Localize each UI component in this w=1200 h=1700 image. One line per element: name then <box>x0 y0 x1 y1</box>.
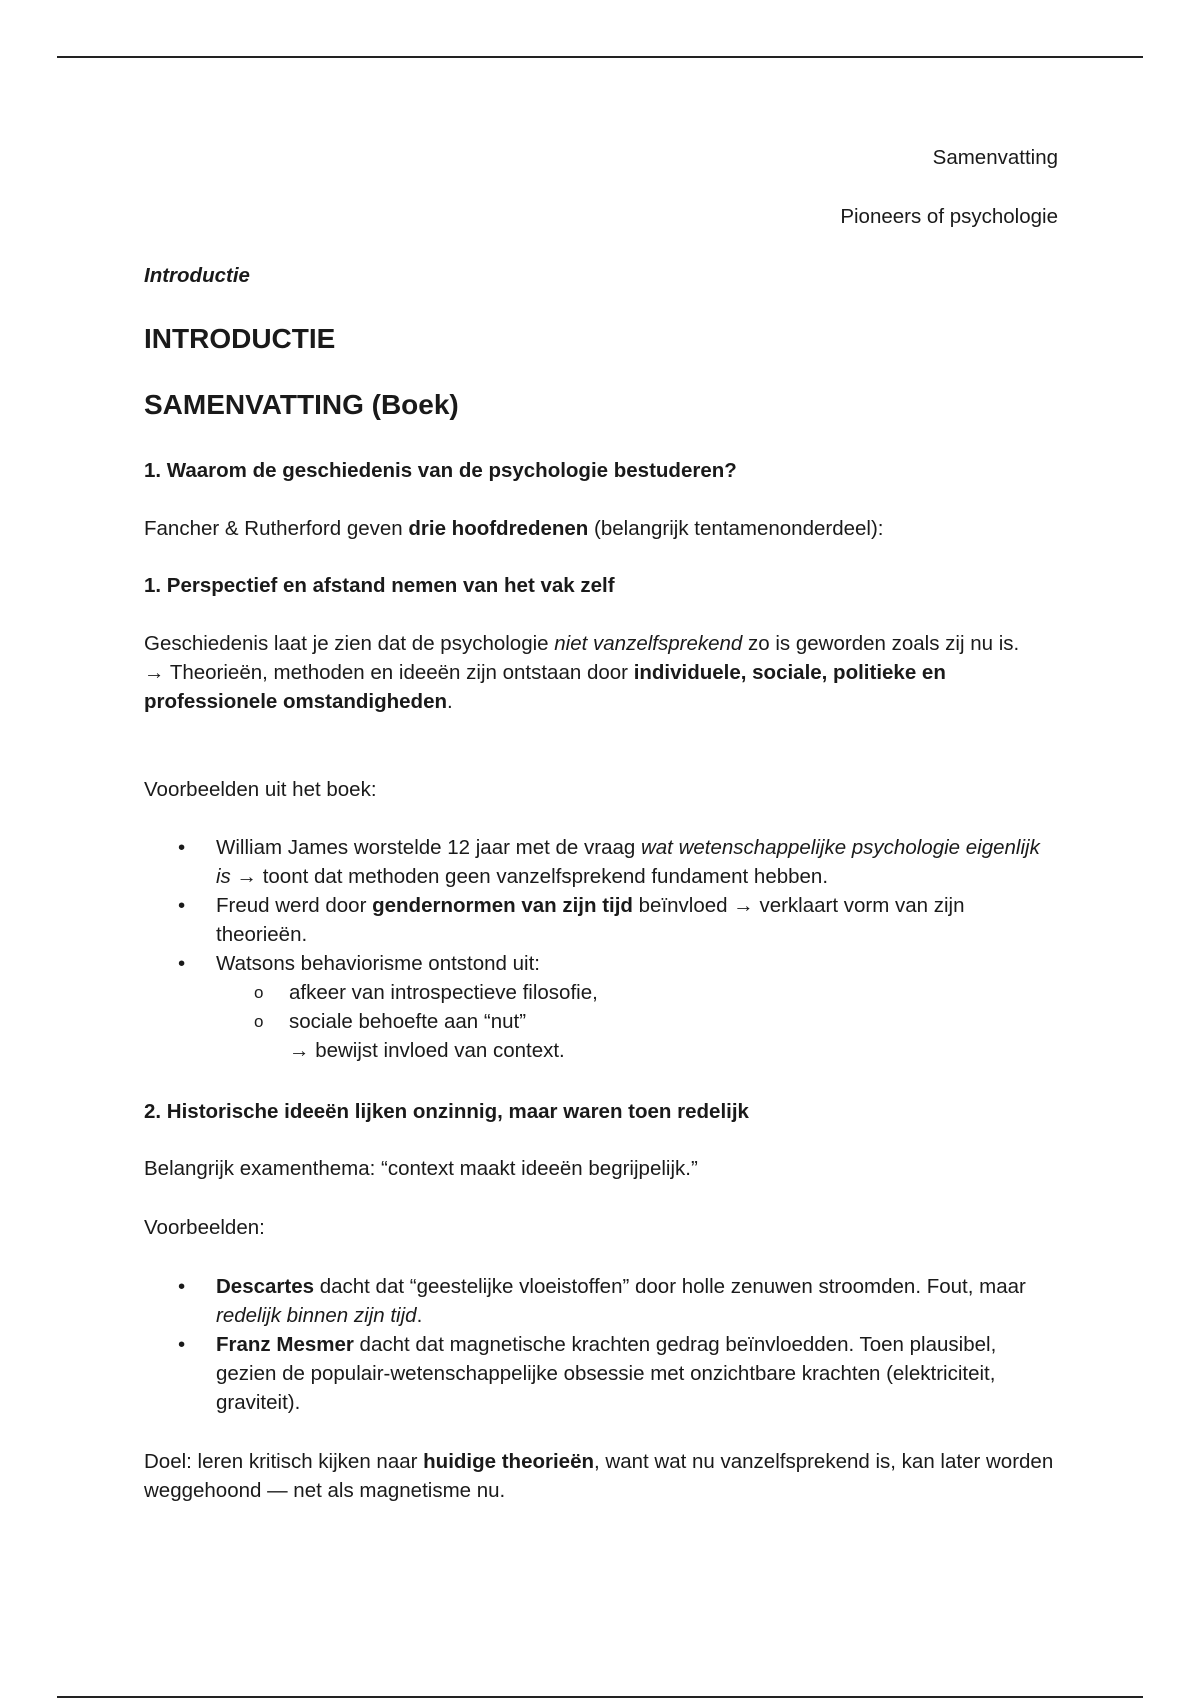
reason2-examples-list <box>144 1272 1058 1417</box>
list-item: • Franz Mesmer dacht dat magnetische krachten gedrag beïnvloedden. Toen plausibel, gezien de populair-wetenschappelijke obsessie met onzichtbare krachten (elektriciteit, graviteit). <box>144 1330 1058 1417</box>
reason1-paragraph: Geschiedenis laat je zien dat de psychologie niet vanzelfsprekend zo is geworden zoals zij nu is. → Theorieën, methoden en ideeën zijn ontstaan door individuele, sociale, politieke en professionele omstandigheden. <box>144 632 1020 713</box>
list-item: • Freud werd door gendernormen van zijn tijd beïnvloed → verklaart vorm van zijn theorieën. <box>144 891 1058 949</box>
section1-intro: Fancher & Rutherford geven drie hoofdredenen (belangrijk tentamenonderdeel): <box>144 517 884 540</box>
heading-samenvatting: SAMENVATTING (Boek) <box>144 389 459 420</box>
sub-list-continuation: → bewijst invloed van context. <box>289 1039 565 1062</box>
heading-introductie: INTRODUCTIE <box>144 323 336 354</box>
header-subtitle: Pioneers of psychologie <box>840 205 1058 228</box>
reason2-goal: Doel: leren kritisch kijken naar huidige theorieën, want wat nu vanzelfsprekend is, kan later worden weggehoond — net als magnetisme nu. <box>144 1450 1054 1502</box>
reason1-title: 1. Perspectief en afstand nemen van het vak zelf <box>144 574 615 597</box>
reason2-examples-label: Voorbeelden: <box>144 1216 265 1239</box>
section1-title: 1. Waarom de geschiedenis van de psychologie bestuderen? <box>144 459 737 482</box>
bottom-rule <box>57 1696 1143 1698</box>
reason1-examples-label: Voorbeelden uit het boek: <box>144 778 377 801</box>
top-rule <box>57 56 1143 58</box>
reason2-theme: Belangrijk examenthema: “context maakt ideeën begrijpelijk.” <box>144 1157 698 1180</box>
list-item: • William James worstelde 12 jaar met de vraag wat wetenschappelijke psychologie eigenlijk is → toont dat methoden geen vanzelfsprekend fundament hebben. <box>144 833 1058 891</box>
list-item: • Descartes dacht dat “geestelijke vloeistoffen” door holle zenuwen stroomden. Fout, maar redelijk binnen zijn tijd. <box>144 1272 1058 1330</box>
list-item: • Watsons behaviorisme ontstond uit: <box>144 949 1058 978</box>
sub-list-item: o afkeer van introspectieve filosofie, <box>144 978 1058 1007</box>
reason2-title: 2. Historische ideeën lijken onzinnig, maar waren toen redelijk <box>144 1100 749 1123</box>
reason1-examples-list <box>144 833 1058 1065</box>
sub-list-item: o sociale behoefte aan “nut” <box>144 1007 1058 1036</box>
intro-label: Introductie <box>144 264 250 287</box>
header-title: Samenvatting <box>932 146 1058 169</box>
